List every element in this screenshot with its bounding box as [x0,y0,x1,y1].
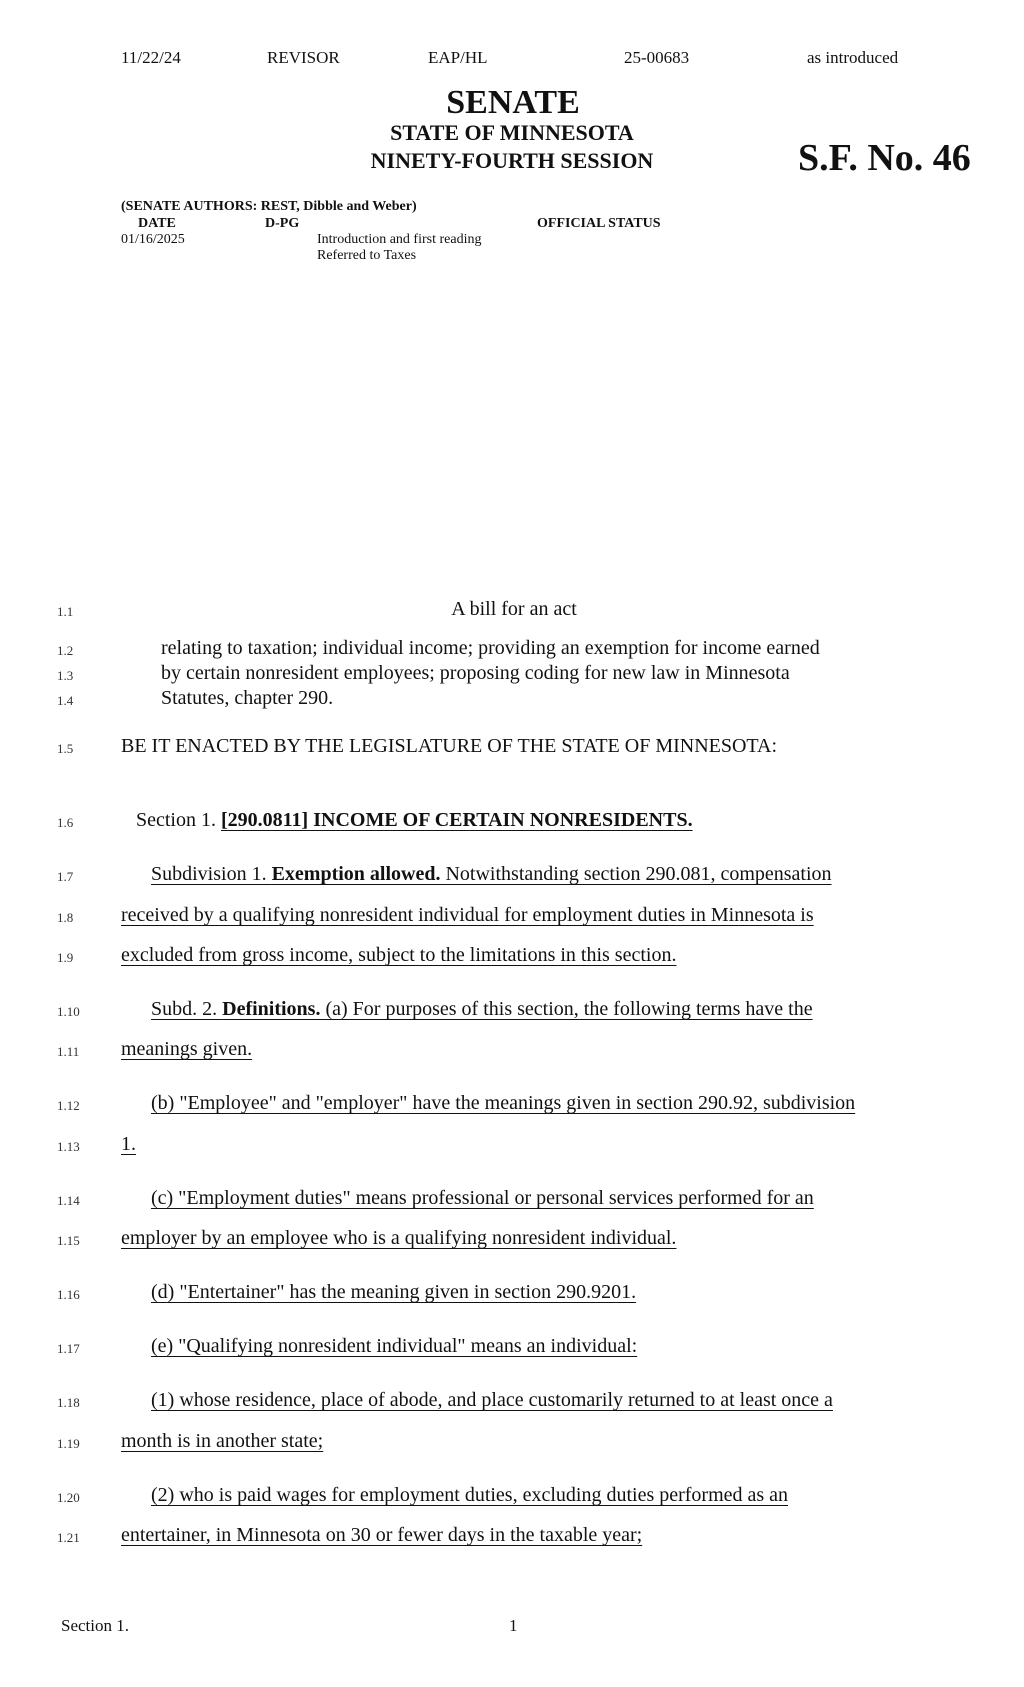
subd-label: Subd. 2. [151,998,223,1020]
line-number: 1.21 [57,1530,80,1545]
entry-action-1: Introduction and first reading [317,232,482,247]
line-number: 1.16 [57,1287,80,1302]
line-number: 1.20 [57,1490,80,1505]
subd-text: (a) For purposes of this section, the following terms have the [320,998,813,1020]
line-number: 1.13 [57,1139,80,1154]
entry-date: 01/16/2025 [121,232,185,247]
line-number: 1.14 [57,1193,80,1208]
header-doc-number: 25-00683 [624,48,690,67]
line-number: 1.2 [57,643,74,658]
line-number: 1.4 [57,693,74,708]
section-label: Section 1. [136,809,221,831]
line-number: 1.10 [57,1004,80,1019]
bill-line: relating to taxation; individual income; providing an exemption for income earned [161,637,820,659]
subd-title: Definitions. [222,998,321,1020]
line-number: 1.9 [57,950,74,965]
section-heading [136,809,693,832]
bill-line: Statutes, chapter 290. [161,687,334,709]
file-number: S.F. No. 46 [798,137,971,179]
bill-line: (d) "Entertainer" has the meaning given in section 290.9201. [151,1281,637,1303]
bill-line: (1) whose residence, place of abode, and place customarily returned to at least once a [151,1389,833,1411]
line-number: 1.15 [57,1233,80,1248]
bill-line: (e) "Qualifying nonresident individual" means an individual: [151,1335,638,1357]
line-number: 1.3 [57,668,74,683]
line-number: 1.11 [57,1044,80,1059]
line-number: 1.12 [57,1098,80,1113]
bill-line: entertainer, in Minnesota on 30 or fewer days in the taxable year; [121,1524,643,1546]
subd-text: Notwithstanding section 290.081, compensation [440,863,832,885]
bill-line: excluded from gross income, subject to the limitations in this section. [121,944,677,966]
bill-line: (2) who is paid wages for employment duties, excluding duties performed as an [151,1484,789,1506]
header-status: as introduced [807,48,899,67]
line-number: 1.18 [57,1395,80,1410]
line-number: 1.6 [57,815,74,830]
bill-line: (c) "Employment duties" means professional or personal services performed for an [151,1187,814,1209]
title-session: NINETY-FOURTH SESSION [370,148,654,173]
section-title: [290.0811] INCOME OF CERTAIN NONRESIDENTS. [221,809,693,831]
header-revisor: REVISOR [267,48,340,67]
enacting-clause: BE IT ENACTED BY THE LEGISLATURE OF THE STATE OF MINNESOTA: [121,735,778,757]
title-chamber: SENATE [446,84,580,121]
header-initials: EAP/HL [428,48,488,67]
line-number: 1.7 [57,869,74,884]
bill-line [151,863,832,886]
subd-label: Subdivision 1. [151,863,272,885]
line-number: 1.5 [57,741,74,756]
entry-action-2: Referred to Taxes [317,248,417,263]
bill-line: month is in another state; [121,1430,324,1452]
line-number: 1.1 [57,604,74,619]
title-state: STATE OF MINNESOTA [390,120,634,145]
bill-line: meanings given. [121,1038,253,1060]
col-status: OFFICIAL STATUS [537,216,661,231]
footer-section: Section 1. [61,1616,129,1635]
bill-line: employer by an employee who is a qualifying nonresident individual. [121,1227,677,1249]
subd-title: Exemption allowed. [271,863,441,885]
bill-line: 1. [121,1133,136,1155]
col-dpg: D-PG [265,216,300,231]
authors-line: (SENATE AUTHORS: REST, Dibble and Weber) [121,199,417,214]
bill-line: received by a qualifying nonresident individual for employment duties in Minnesota is [121,904,814,926]
line-number: 1.17 [57,1341,80,1356]
bill-line: by certain nonresident employees; proposing coding for new law in Minnesota [161,662,790,684]
bill-caption: A bill for an act [451,598,577,620]
col-date: DATE [138,216,176,231]
line-number: 1.19 [57,1436,80,1451]
line-number: 1.8 [57,910,74,925]
bill-line: (b) "Employee" and "employer" have the meanings given in section 290.92, subdivision [151,1092,856,1114]
header-date: 11/22/24 [121,48,181,67]
bill-line [151,998,813,1021]
page-number: 1 [509,1616,518,1635]
